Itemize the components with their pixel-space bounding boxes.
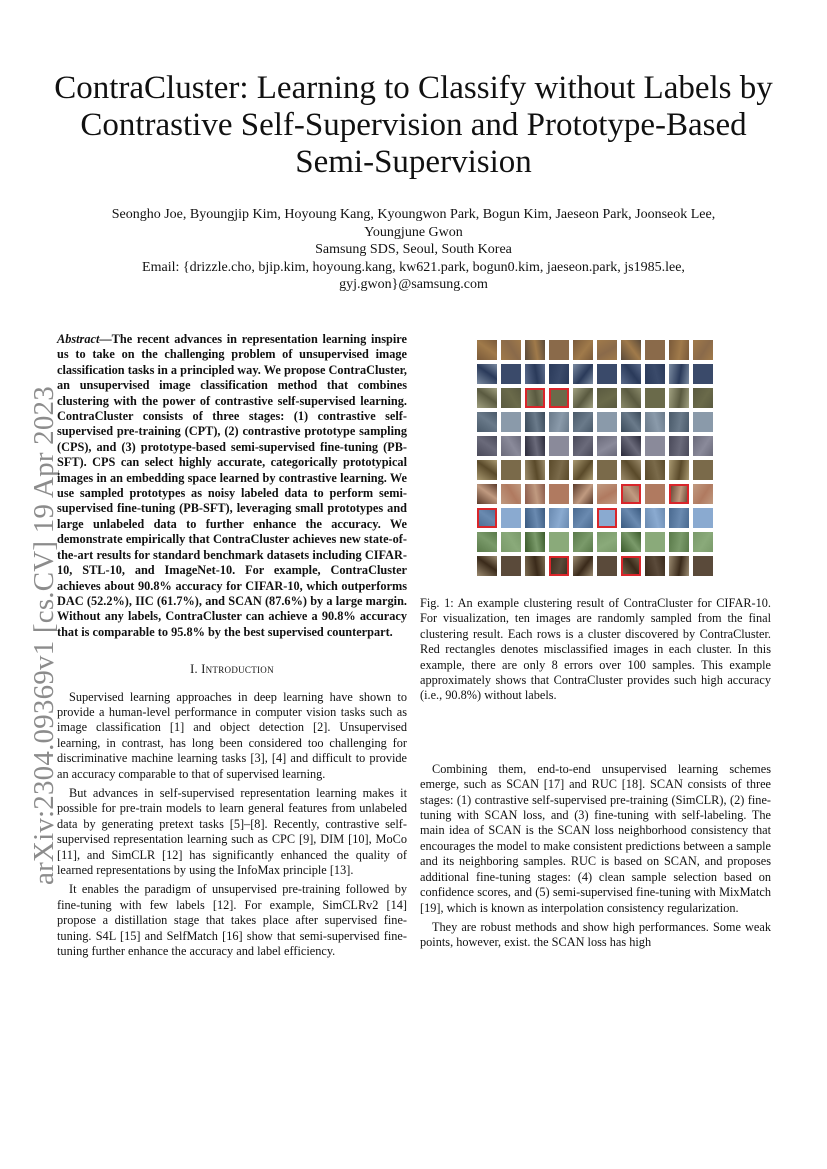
thumbnail-image: [501, 556, 521, 576]
thumbnail-image: [645, 508, 665, 528]
thumbnail-image: [573, 364, 593, 384]
thumbnail-image: [477, 508, 497, 528]
thumbnail-image: [645, 460, 665, 480]
thumbnail-image: [621, 340, 641, 360]
thumbnail-image: [693, 532, 713, 552]
thumbnail-image: [621, 364, 641, 384]
thumbnail-image: [597, 556, 617, 576]
thumbnail-image: [525, 340, 545, 360]
thumbnail-image: [597, 412, 617, 432]
thumbnail-image: [501, 364, 521, 384]
thumbnail-image: [573, 460, 593, 480]
thumbnail-image: [525, 436, 545, 456]
thumbnail-image: [621, 556, 641, 576]
thumbnail-image: [573, 412, 593, 432]
thumbnail-image: [549, 508, 569, 528]
thumbnail-image: [525, 508, 545, 528]
thumbnail-image: [477, 364, 497, 384]
email-line-2: gyj.gwon}@samsung.com: [339, 277, 488, 292]
thumbnail-image: [597, 388, 617, 408]
body-paragraph-1: Combining them, end-to-end unsupervised learning schemes emerge, such as SCAN [17] and RUC [18]. SCAN consists of three stages: (1) contrastive self-supervised pre-training (SimCLR), (2) fine-tuning with SCAN loss, and (3) fine-tuning with self-labeling. The main idea of SCAN is the SCAN loss neighborhood consistency that encourages the model to make consistent predictions between a sample and its neighboring samples. RUC is based on SCAN, and proposes additional fine-tuning stages: (4) clean sample selection based on confidence scores, and (5) semi-supervised fine-tuning with MixMatch [19], which is known as interpolation consistency regularization.: [420, 761, 771, 915]
thumbnail-image: [549, 436, 569, 456]
thumbnail-image: [693, 364, 713, 384]
thumbnail-image: [645, 412, 665, 432]
thumbnail-image: [477, 436, 497, 456]
thumbnail-image: [621, 460, 641, 480]
thumbnail-image: [573, 532, 593, 552]
thumbnail-image: [573, 388, 593, 408]
thumbnail-image: [501, 340, 521, 360]
abstract-label: Abstract: [57, 332, 100, 346]
arxiv-identifier: arXiv:2304.09369v1 [cs.CV] 19 Apr 2023: [28, 386, 60, 885]
thumbnail-image: [669, 364, 689, 384]
thumbnail-image: [501, 412, 521, 432]
thumbnail-image: [645, 484, 665, 504]
body-paragraph-2: They are robust methods and show high performances. Some weak points, however, exist. the SCAN loss has high: [420, 919, 771, 950]
thumbnail-image: [573, 556, 593, 576]
thumbnail-image: [597, 460, 617, 480]
thumbnail-image: [477, 532, 497, 552]
thumbnail-image: [477, 460, 497, 480]
right-column: [420, 332, 771, 955]
thumbnail-image: [477, 340, 497, 360]
thumbnail-image: [573, 508, 593, 528]
author-block: [60, 206, 767, 294]
thumbnail-image: [573, 340, 593, 360]
thumbnail-image: [645, 436, 665, 456]
thumbnail-image: [597, 364, 617, 384]
intro-paragraph-3: It enables the paradigm of unsupervised pre-training followed by fine-tuning with few labels [12]. For example, SimCLRv2 [14] propose a distillation stage that takes place after supervised fine-tuning. S4L [15] and SelfMatch [16] show that semi-supervised fine-tuning further enhance the accuracy and label efficiency.: [57, 882, 407, 959]
thumbnail-image: [669, 556, 689, 576]
section-numeral: I.: [190, 662, 198, 677]
thumbnail-image: [693, 556, 713, 576]
thumbnail-image: [621, 388, 641, 408]
thumbnail-image: [549, 460, 569, 480]
thumbnail-image: [693, 484, 713, 504]
thumbnail-image: [645, 532, 665, 552]
thumbnail-image: [597, 532, 617, 552]
thumbnail-image: [549, 388, 569, 408]
thumbnail-image: [597, 436, 617, 456]
thumbnail-image: [477, 484, 497, 504]
thumbnail-image: [669, 484, 689, 504]
paper-title: ContraCluster: Learning to Classify without Labels by Contrastive Self-Supervision and Prototype-Based Semi-Supervision: [54, 70, 773, 180]
section-heading-introduction: [57, 662, 407, 677]
thumbnail-image: [597, 484, 617, 504]
author-list-line-1: Seongho Joe, Byoungjip Kim, Hoyoung Kang, Kyoungwon Park, Bogun Kim, Jaeseon Park, Joonseok Lee,: [111, 207, 716, 222]
thumbnail-image: [669, 436, 689, 456]
thumbnail-image: [597, 508, 617, 528]
thumbnail-image: [549, 340, 569, 360]
thumbnail-image: [501, 508, 521, 528]
thumbnail-image: [645, 340, 665, 360]
thumbnail-image: [693, 436, 713, 456]
thumbnail-image: [549, 532, 569, 552]
thumbnail-image: [525, 364, 545, 384]
thumbnail-image: [621, 532, 641, 552]
thumbnail-image: [525, 556, 545, 576]
thumbnail-image: [525, 532, 545, 552]
thumbnail-image: [693, 388, 713, 408]
thumbnail-image: [573, 436, 593, 456]
thumbnail-image: [645, 364, 665, 384]
thumbnail-image: [573, 484, 593, 504]
affiliation: Samsung SDS, Seoul, South Korea: [315, 242, 512, 257]
thumbnail-image: [549, 412, 569, 432]
thumbnail-image: [645, 556, 665, 576]
author-list-line-2: Youngjune Gwon: [364, 224, 463, 240]
figure-1: [477, 340, 714, 580]
thumbnail-image: [669, 532, 689, 552]
thumbnail-image: [501, 484, 521, 504]
thumbnail-image: [621, 412, 641, 432]
thumbnail-image: [549, 364, 569, 384]
left-column: [57, 332, 407, 963]
thumbnail-image: [597, 340, 617, 360]
thumbnail-image: [501, 436, 521, 456]
thumbnail-image: [501, 388, 521, 408]
thumbnail-image: [501, 460, 521, 480]
thumbnail-image: [621, 508, 641, 528]
thumbnail-image: [693, 460, 713, 480]
thumbnail-image: [477, 412, 497, 432]
thumbnail-image: [525, 388, 545, 408]
intro-paragraph-2: But advances in self-supervised representation learning makes it possible for pre-train models to learn general features from unlabeled data by generating pretext tasks [5]–[8]. Recently, contrastive self-supervised representation learning such as CPC [9], DIM [10], MoCo [11], and SimCLR [12] has significantly enhanced the quality of learned representations by using the InfoMax principle [13].: [57, 785, 407, 877]
right-body: [420, 762, 771, 951]
thumbnail-image: [669, 388, 689, 408]
thumbnail-image: [477, 388, 497, 408]
thumbnail-image: [525, 484, 545, 504]
intro-paragraph-1: Supervised learning approaches in deep learning have shown to provide a human-level performance in computer vision tasks such as image classification [1] and object detection [2]. Unsupervised learning, in contrast, has long been considered too challenging for discriminative machine learning tasks [3], [4] and difficult to provide an accuracy comparable to that of supervised learning.: [57, 689, 407, 781]
thumbnail-image: [669, 412, 689, 432]
thumbnail-image: [621, 484, 641, 504]
thumbnail-image: [693, 340, 713, 360]
thumbnail-image: [549, 484, 569, 504]
thumbnail-image: [645, 388, 665, 408]
clustering-image-grid: [477, 340, 714, 576]
thumbnail-image: [525, 412, 545, 432]
email-line-1: Email: {drizzle.cho, bjip.kim, hoyoung.kang, kw621.park, bogun0.kim, jaeseon.park, js1985.lee,: [142, 259, 685, 275]
thumbnail-image: [669, 340, 689, 360]
thumbnail-image: [669, 460, 689, 480]
thumbnail-image: [693, 508, 713, 528]
thumbnail-image: [693, 412, 713, 432]
thumbnail-image: [525, 460, 545, 480]
thumbnail-image: [501, 532, 521, 552]
thumbnail-image: [549, 556, 569, 576]
thumbnail-image: [669, 508, 689, 528]
abstract: [57, 332, 407, 640]
figure-caption: Fig. 1: An example clustering result of ContraCluster for CIFAR-10. For visualization, ten images are randomly sampled from the final clustering result. Each rows is a cluster discovered by ContraCluster. Red rectangles denotes misclassified images in each cluster. In this example, there are only 8 errors over 100 samples. This example approximately shows that ContraCluster provides such high accuracy (i.e., 90.8%) without labels.: [420, 596, 771, 703]
section-title: Introduction: [201, 662, 274, 677]
thumbnail-image: [477, 556, 497, 576]
abstract-text: —The recent advances in representation learning inspire us to take on the challenging problem of unsupervised image classification tasks in a principled way. We propose ContraCluster, an unsupervised image classification method that combines clustering with the power of contrastive self-supervised learning. ContraCluster consists of three stages: (1) contrastive self-supervised pre-training (CPT), (2) contrastive prototype sampling (CPS), and (3) prototype-based semi-supervised fine-tuning (PB-SFT). CPS can select highly accurate, categorically prototypical images in an embedding space learned by contrastive learning. We use sampled prototypes as noisy labeled data to perform semi-supervised fine-tuning (PB-SFT), leveraging small prototypes and large unlabeled data to further enhance the accuracy. We demonstrate empirically that ContraCluster achieves new state-of-the-art results for standard benchmark datasets including CIFAR-10, STL-10, and ImageNet-10. For example, ContraCluster achieves about 90.8% accuracy for CIFAR-10, which outperforms DAC (52.2%), IIC (61.7%), and SCAN (87.6%) by a large margin. Without any labels, ContraCluster can achieve a 90.8% accuracy that is comparable to 95.8% by the best supervised counterpart.: [57, 332, 407, 639]
thumbnail-image: [621, 436, 641, 456]
